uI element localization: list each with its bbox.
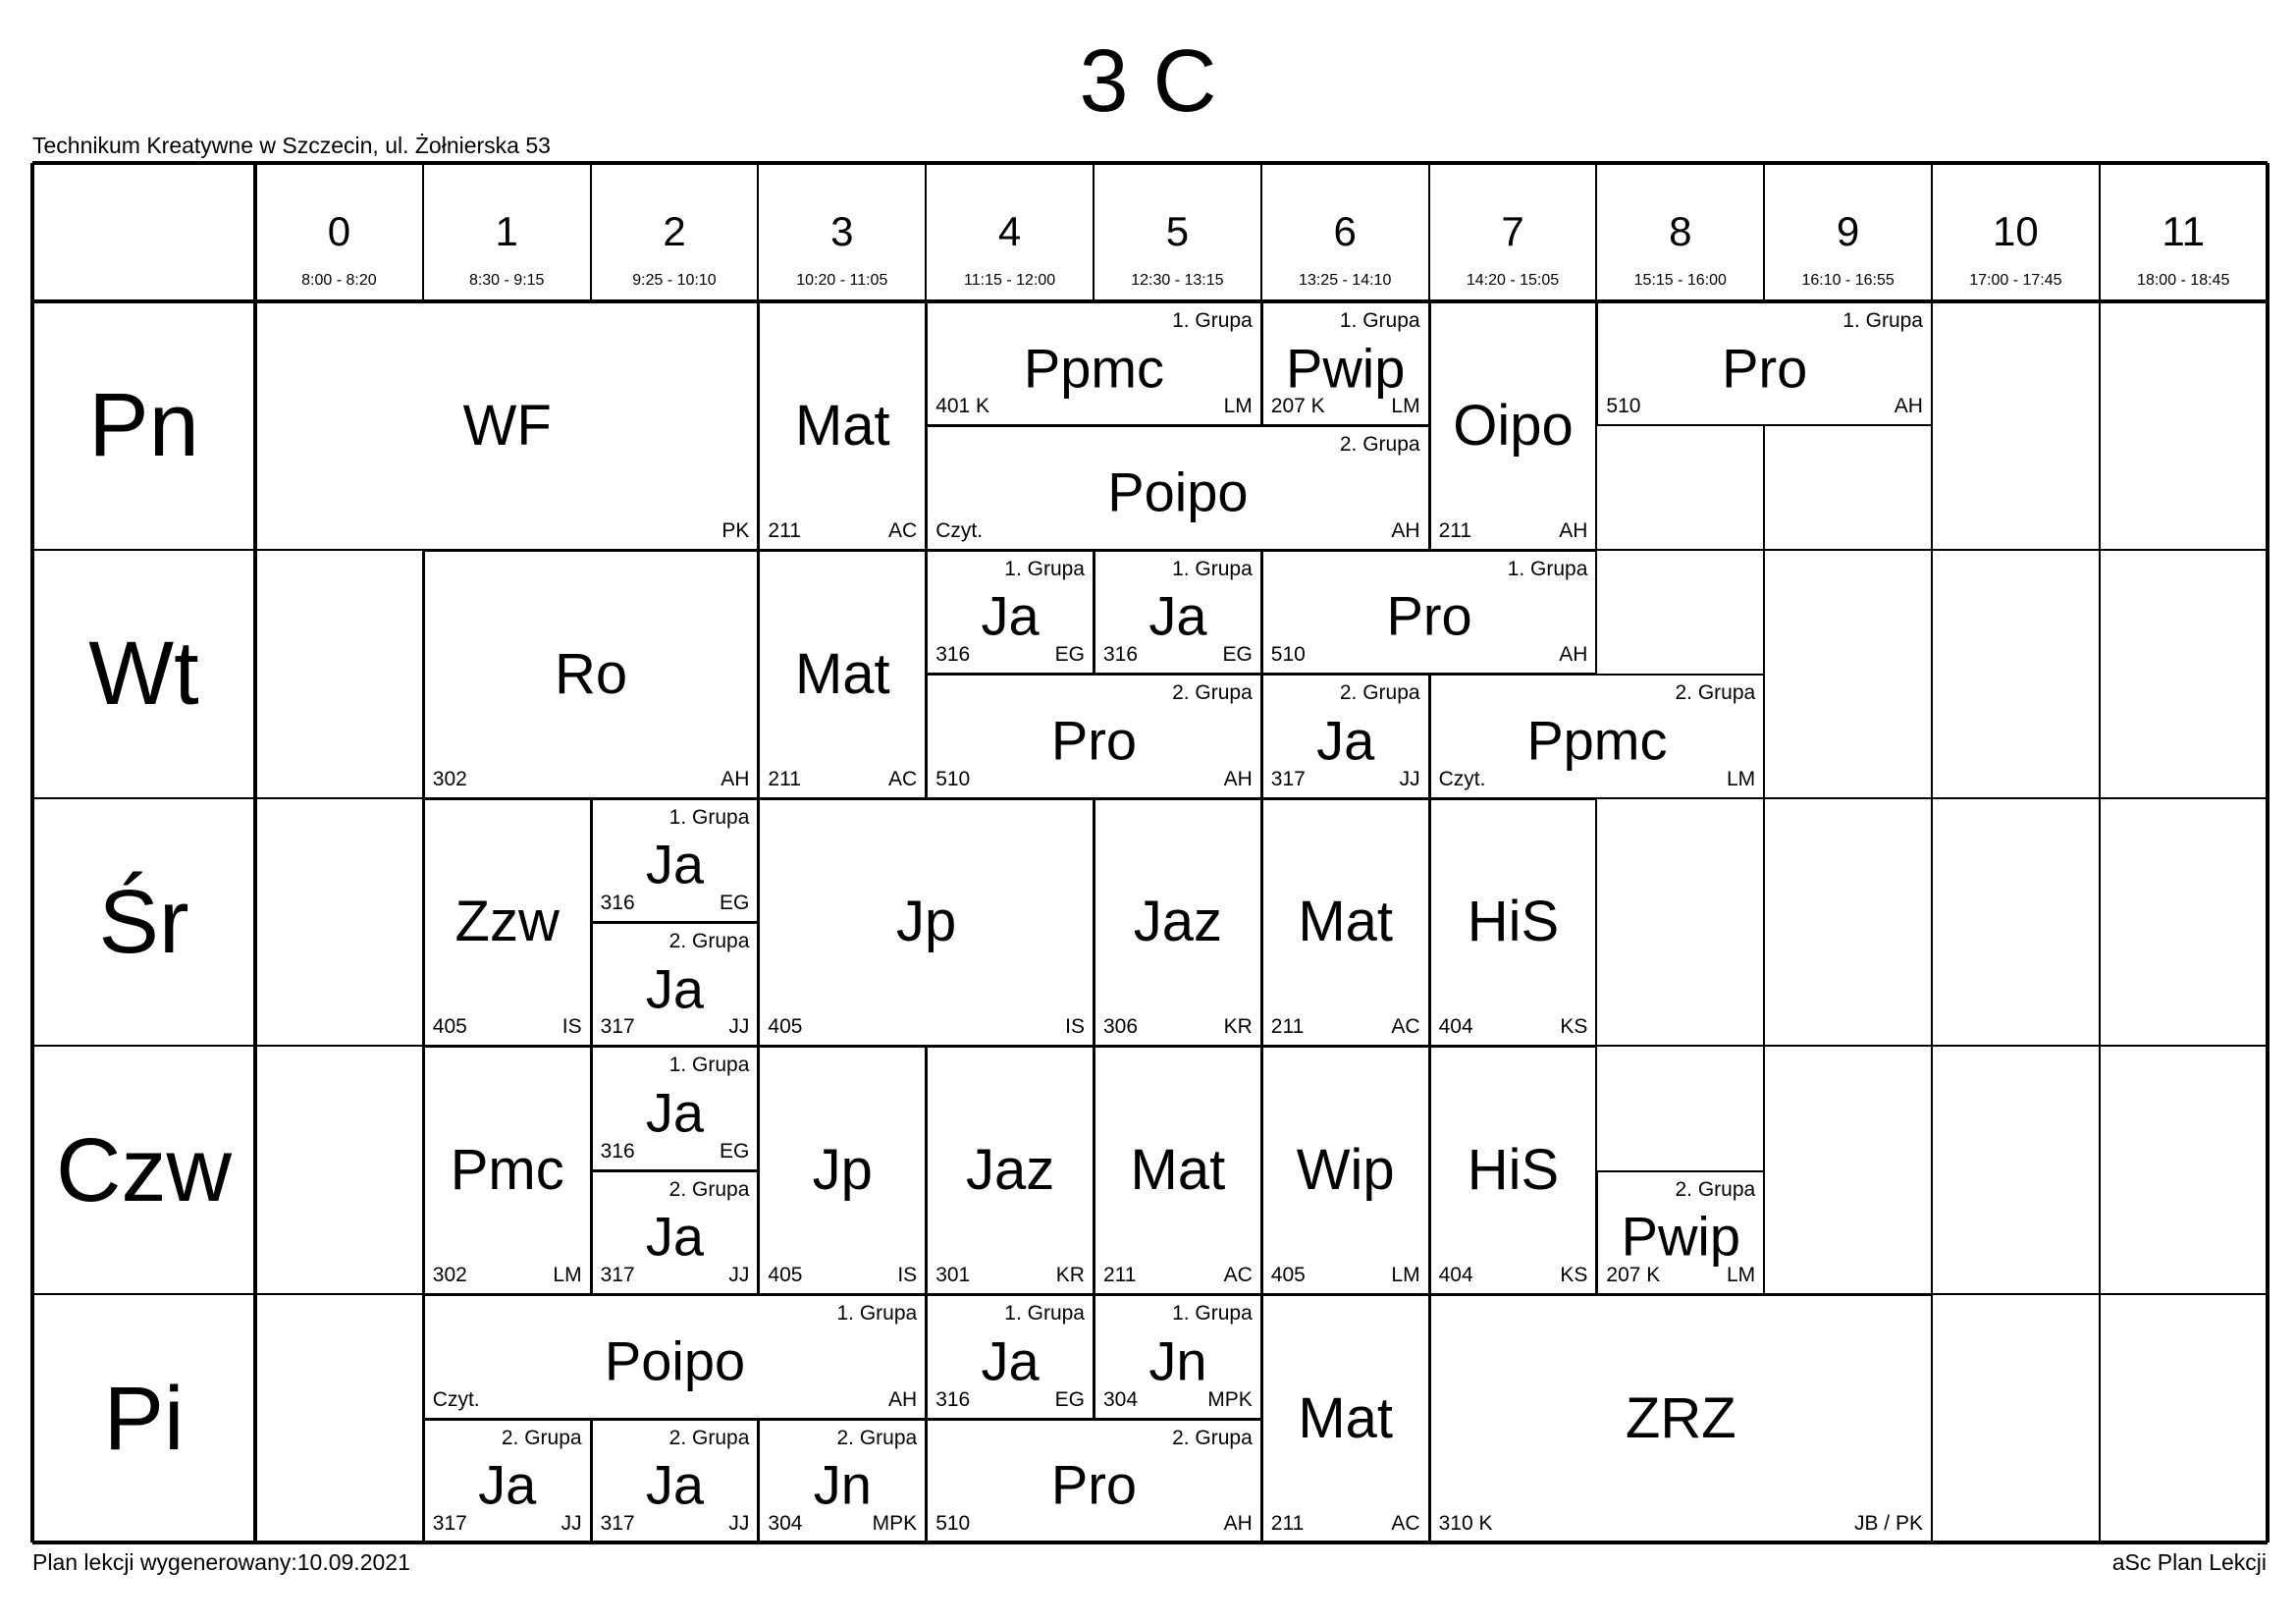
lesson-group: 2. Grupa <box>1172 681 1253 705</box>
period-time: 12:30 - 13:15 <box>1131 272 1224 289</box>
lesson-room: 510 <box>1606 395 1641 418</box>
lesson-cell <box>1094 798 1262 1048</box>
lesson-cell <box>758 550 927 799</box>
day-name: Śr <box>98 871 189 972</box>
lesson-teacher: AH <box>1391 518 1420 542</box>
generated-date: Plan lekcji wygenerowany:10.09.2021 <box>32 1549 410 1575</box>
lesson-group: 2. Grupa <box>1339 433 1420 457</box>
lesson-group: 2. Grupa <box>1675 681 1756 705</box>
lesson-cell <box>1429 798 1598 1048</box>
lesson-subject: Wip <box>1296 1138 1395 1203</box>
lesson-subject: Mat <box>1298 890 1394 954</box>
period-header <box>255 163 423 301</box>
period-header <box>591 163 759 301</box>
lesson-room: 302 <box>432 767 467 790</box>
lesson-cell <box>591 798 760 923</box>
lesson-group: 1. Grupa <box>668 805 750 829</box>
lesson-cell <box>423 1419 592 1543</box>
period-time: 9:25 - 10:10 <box>632 272 717 289</box>
lesson-cell <box>423 1046 592 1295</box>
lesson-cell <box>1094 1046 1262 1295</box>
day-label <box>32 798 255 1047</box>
lesson-group: 1. Grupa <box>668 1054 750 1077</box>
lesson-group: 2. Grupa <box>668 930 750 952</box>
lesson-subject: Jp <box>896 890 957 954</box>
lesson-group: 1. Grupa <box>1842 309 1923 332</box>
lesson-subject: Pwip <box>1286 337 1406 400</box>
lesson-subject: Pro <box>1722 337 1808 400</box>
lesson-subject: Mat <box>794 641 890 706</box>
lesson-subject: Jp <box>812 1138 873 1203</box>
lesson-teacher: EG <box>1222 643 1253 667</box>
lesson-teacher: KR <box>1223 1015 1253 1039</box>
lesson-subject: Ja <box>1148 584 1207 647</box>
lesson-room: 211 <box>1270 1511 1305 1535</box>
period-time: 11:15 - 12:00 <box>964 272 1056 289</box>
lesson-teacher: LM <box>1391 1264 1420 1287</box>
lesson-teacher: KS <box>1560 1264 1588 1287</box>
header-divider <box>32 299 2268 303</box>
lesson-cell <box>423 550 760 799</box>
lesson-teacher: PK <box>721 518 750 542</box>
lesson-teacher: EG <box>720 891 750 914</box>
lesson-group: 1. Grupa <box>1339 309 1420 332</box>
period-header <box>926 163 1094 301</box>
lesson-subject: Ja <box>981 1329 1040 1392</box>
lesson-teacher: EG <box>1054 1387 1085 1411</box>
lesson-cell <box>591 1419 760 1543</box>
lesson-cell <box>1261 550 1598 675</box>
lesson-teacher: AC <box>888 767 918 790</box>
day-name: Czw <box>56 1119 232 1220</box>
lesson-group: 2. Grupa <box>1675 1177 1756 1201</box>
period-time: 8:00 - 8:20 <box>301 272 377 289</box>
lesson-subject: Mat <box>1298 1386 1394 1451</box>
lesson-room: 211 <box>768 518 801 542</box>
lesson-cell <box>1429 1046 1598 1295</box>
lesson-group: 2. Grupa <box>668 1177 750 1201</box>
lesson-group: 1. Grupa <box>1004 1302 1085 1326</box>
lesson-teacher: JJ <box>561 1511 582 1535</box>
period-number: 3 <box>830 208 854 254</box>
lesson-group: 2. Grupa <box>668 1426 750 1449</box>
lesson-cell <box>926 1294 1095 1419</box>
lesson-subject: HiS <box>1467 1138 1560 1203</box>
lesson-group: 1. Grupa <box>1172 557 1253 580</box>
lesson-subject: Mat <box>794 393 890 458</box>
period-number: 0 <box>327 208 351 254</box>
lesson-cell <box>926 425 1429 550</box>
day-name: Pi <box>103 1368 185 1469</box>
lesson-cell <box>758 1419 927 1543</box>
outer-border-bottom <box>32 1541 2268 1544</box>
lesson-teacher: IS <box>561 1015 582 1039</box>
lesson-room: 316 <box>935 643 971 667</box>
day-label <box>32 1294 255 1543</box>
lesson-teacher: KS <box>1560 1015 1588 1039</box>
lesson-room: 304 <box>1103 1387 1139 1411</box>
lesson-cell <box>926 301 1262 426</box>
period-header <box>1764 163 1932 301</box>
lesson-group: 1. Grupa <box>1507 557 1588 580</box>
period-time: 15:15 - 16:00 <box>1633 272 1727 289</box>
lesson-room: 317 <box>432 1511 467 1535</box>
lesson-room: 404 <box>1438 1264 1473 1287</box>
lesson-teacher: JJ <box>1399 767 1420 790</box>
outer-border-left <box>30 163 34 1543</box>
lesson-cell <box>1261 1046 1430 1295</box>
software-credit: aSc Plan Lekcji <box>2111 1549 2267 1575</box>
lesson-subject: Ja <box>645 833 705 895</box>
lesson-cell <box>1094 550 1262 675</box>
lesson-subject: Pmc <box>450 1138 564 1203</box>
lesson-subject: Ja <box>981 584 1040 647</box>
lesson-room: 405 <box>768 1264 803 1287</box>
lesson-room: 317 <box>600 1511 635 1535</box>
lesson-room: 317 <box>600 1015 635 1039</box>
lesson-room: 405 <box>768 1015 803 1039</box>
lesson-room: 316 <box>600 1139 635 1163</box>
period-number: 11 <box>2162 208 2205 254</box>
period-number: 8 <box>1669 208 1692 254</box>
lesson-teacher: LM <box>553 1264 582 1287</box>
lesson-room: 211 <box>1270 1015 1305 1039</box>
lesson-teacher: EG <box>720 1139 750 1163</box>
lesson-room: Czyt. <box>432 1387 480 1411</box>
period-number: 9 <box>1836 208 1860 254</box>
lesson-teacher: AH <box>1559 643 1588 667</box>
lesson-subject: Ja <box>1316 709 1375 772</box>
lesson-room: 207 K <box>1270 395 1325 418</box>
lesson-cell <box>591 1170 760 1295</box>
day-name: Wt <box>88 623 199 725</box>
lesson-teacher: LM <box>1223 395 1253 418</box>
period-time: 17:00 - 17:45 <box>1969 272 2062 289</box>
period-header <box>1094 163 1261 301</box>
lesson-subject: Ja <box>645 1081 705 1144</box>
period-time: 16:10 - 16:55 <box>1801 272 1895 289</box>
lesson-room: 302 <box>432 1264 467 1287</box>
lesson-subject: Oipo <box>1453 393 1574 458</box>
period-number: 7 <box>1501 208 1524 254</box>
lesson-group: 1. Grupa <box>836 1302 918 1326</box>
lesson-cell <box>1596 1170 1765 1295</box>
period-number: 1 <box>495 208 518 254</box>
lesson-room: Czyt. <box>935 518 984 542</box>
class-title: 3 C <box>1079 32 1217 131</box>
lesson-teacher: AH <box>721 767 750 790</box>
lesson-subject: WF <box>462 393 552 458</box>
outer-border-top <box>32 161 2268 165</box>
lesson-room: 211 <box>1438 518 1472 542</box>
lesson-subject: Pwip <box>1621 1205 1740 1268</box>
lesson-teacher: MPK <box>1207 1387 1253 1411</box>
period-number: 4 <box>997 208 1022 254</box>
lesson-group: 1. Grupa <box>1004 557 1085 580</box>
period-time: 14:20 - 15:05 <box>1466 272 1560 289</box>
lesson-cell <box>591 1046 760 1170</box>
lesson-room: 306 <box>1103 1015 1139 1039</box>
lesson-subject: Ja <box>645 957 705 1020</box>
lesson-cell <box>1429 1294 1933 1543</box>
lesson-subject: Zzw <box>454 890 560 954</box>
lesson-cell <box>1094 1294 1262 1419</box>
lesson-cell <box>1429 674 1766 798</box>
lesson-room: 316 <box>600 891 635 914</box>
period-time: 8:30 - 9:15 <box>468 272 545 289</box>
day-label <box>32 1046 255 1294</box>
lesson-room: 405 <box>1270 1264 1306 1287</box>
lesson-room: 405 <box>432 1015 467 1039</box>
lesson-room: 316 <box>1103 643 1139 667</box>
lesson-teacher: AC <box>888 518 918 542</box>
lesson-teacher: EG <box>1054 643 1085 667</box>
lesson-cell <box>926 1046 1095 1295</box>
outer-border-right <box>2266 163 2269 1543</box>
lesson-room: 401 K <box>935 395 990 418</box>
period-time: 13:25 - 14:10 <box>1299 272 1392 289</box>
lesson-teacher: JJ <box>728 1511 750 1535</box>
lesson-subject: Pro <box>1050 709 1138 772</box>
lesson-subject: Ro <box>555 641 628 706</box>
lesson-subject: Ppmc <box>1023 337 1165 400</box>
lesson-room: 510 <box>935 767 971 790</box>
period-number: 5 <box>1165 208 1190 254</box>
lesson-room: 301 <box>935 1264 971 1287</box>
lesson-cell <box>423 1294 927 1419</box>
period-header <box>423 163 591 301</box>
lesson-teacher: JJ <box>728 1015 750 1039</box>
period-number: 6 <box>1333 208 1357 254</box>
lesson-room: 207 K <box>1606 1264 1661 1287</box>
period-header <box>1261 163 1429 301</box>
lesson-teacher: AH <box>1894 395 1923 418</box>
lesson-cell <box>591 922 760 1047</box>
lesson-room: 404 <box>1438 1015 1473 1039</box>
period-time: 18:00 - 18:45 <box>2137 272 2230 289</box>
lesson-room: 310 K <box>1438 1511 1493 1535</box>
lesson-room: 510 <box>935 1511 971 1535</box>
lesson-cell <box>1596 301 1933 426</box>
lesson-group: 1. Grupa <box>1172 1302 1253 1326</box>
lesson-room: Czyt. <box>1438 767 1486 790</box>
lesson-room: 211 <box>1103 1264 1137 1287</box>
lesson-subject: ZRZ <box>1625 1386 1736 1451</box>
lesson-teacher: AC <box>1223 1264 1253 1287</box>
lesson-group: 2. Grupa <box>1172 1426 1253 1449</box>
lesson-room: 211 <box>768 767 801 790</box>
lesson-teacher: KR <box>1055 1264 1085 1287</box>
lesson-subject: Ppmc <box>1526 709 1668 772</box>
lesson-group: 2. Grupa <box>501 1426 582 1449</box>
period-time: 10:20 - 11:05 <box>796 272 888 289</box>
lesson-group: 2. Grupa <box>836 1426 918 1449</box>
period-header <box>1596 163 1764 301</box>
lesson-room: 317 <box>1270 767 1306 790</box>
day-label <box>32 550 255 798</box>
lesson-cell <box>758 1046 927 1295</box>
lesson-cell <box>1429 301 1598 551</box>
lesson-subject: HiS <box>1467 890 1560 954</box>
period-header <box>1429 163 1597 301</box>
lesson-cell <box>423 798 592 1048</box>
lesson-cell <box>926 1419 1262 1543</box>
lesson-teacher: AC <box>1391 1511 1420 1535</box>
lesson-subject: Poipo <box>604 1329 746 1392</box>
lesson-teacher: MPK <box>872 1511 918 1535</box>
lesson-subject: Jn <box>813 1453 872 1516</box>
lesson-subject: Poipo <box>1107 460 1249 523</box>
lesson-teacher: IS <box>1065 1015 1085 1039</box>
period-header <box>1932 163 2100 301</box>
lesson-teacher: AH <box>1559 518 1588 542</box>
lesson-cell <box>255 301 759 551</box>
period-number: 10 <box>1993 208 2039 254</box>
lesson-cell <box>758 301 927 551</box>
period-header <box>2100 163 2268 301</box>
lesson-subject: Ja <box>478 1453 537 1516</box>
day-label <box>32 301 255 550</box>
period-header <box>758 163 926 301</box>
lesson-teacher: AC <box>1391 1015 1420 1039</box>
lesson-teacher: IS <box>897 1264 918 1287</box>
lesson-cell <box>926 550 1095 675</box>
lesson-subject: Jn <box>1148 1329 1207 1392</box>
lesson-teacher: AH <box>1223 767 1253 790</box>
lesson-subject: Jaz <box>1133 890 1223 954</box>
lesson-teacher: LM <box>1727 767 1756 790</box>
column-line <box>2099 163 2101 1543</box>
lesson-group: 1. Grupa <box>1172 309 1253 332</box>
school-name: Technikum Kreatywne w Szczecin, ul. Żołnierska 53 <box>32 133 551 158</box>
lesson-room: 304 <box>768 1511 803 1535</box>
period-number: 2 <box>663 208 686 254</box>
lesson-room: 316 <box>935 1387 971 1411</box>
lesson-cell <box>758 798 1095 1048</box>
lesson-group: 2. Grupa <box>1339 681 1420 705</box>
lesson-subject: Ja <box>645 1453 705 1516</box>
lesson-cell <box>1261 301 1430 426</box>
lesson-teacher: LM <box>1391 395 1420 418</box>
lesson-room: 317 <box>600 1264 635 1287</box>
lesson-teacher: LM <box>1727 1264 1756 1287</box>
lesson-cell <box>1261 798 1430 1048</box>
lesson-subject: Pro <box>1386 584 1472 647</box>
lesson-cell <box>1261 1294 1430 1543</box>
lesson-cell <box>1261 674 1430 798</box>
lesson-teacher: AH <box>888 1387 918 1411</box>
lesson-subject: Ja <box>645 1205 705 1268</box>
lesson-teacher: JB / PK <box>1853 1511 1923 1535</box>
lesson-room: 510 <box>1270 643 1306 667</box>
day-column-divider <box>253 163 257 1543</box>
lesson-teacher: JJ <box>728 1264 750 1287</box>
lesson-subject: Mat <box>1130 1138 1226 1203</box>
lesson-subject: Jaz <box>965 1138 1055 1203</box>
lesson-teacher: AH <box>1223 1511 1253 1535</box>
lesson-subject: Pro <box>1050 1453 1138 1516</box>
lesson-cell <box>926 674 1262 798</box>
day-name: Pn <box>88 375 199 476</box>
